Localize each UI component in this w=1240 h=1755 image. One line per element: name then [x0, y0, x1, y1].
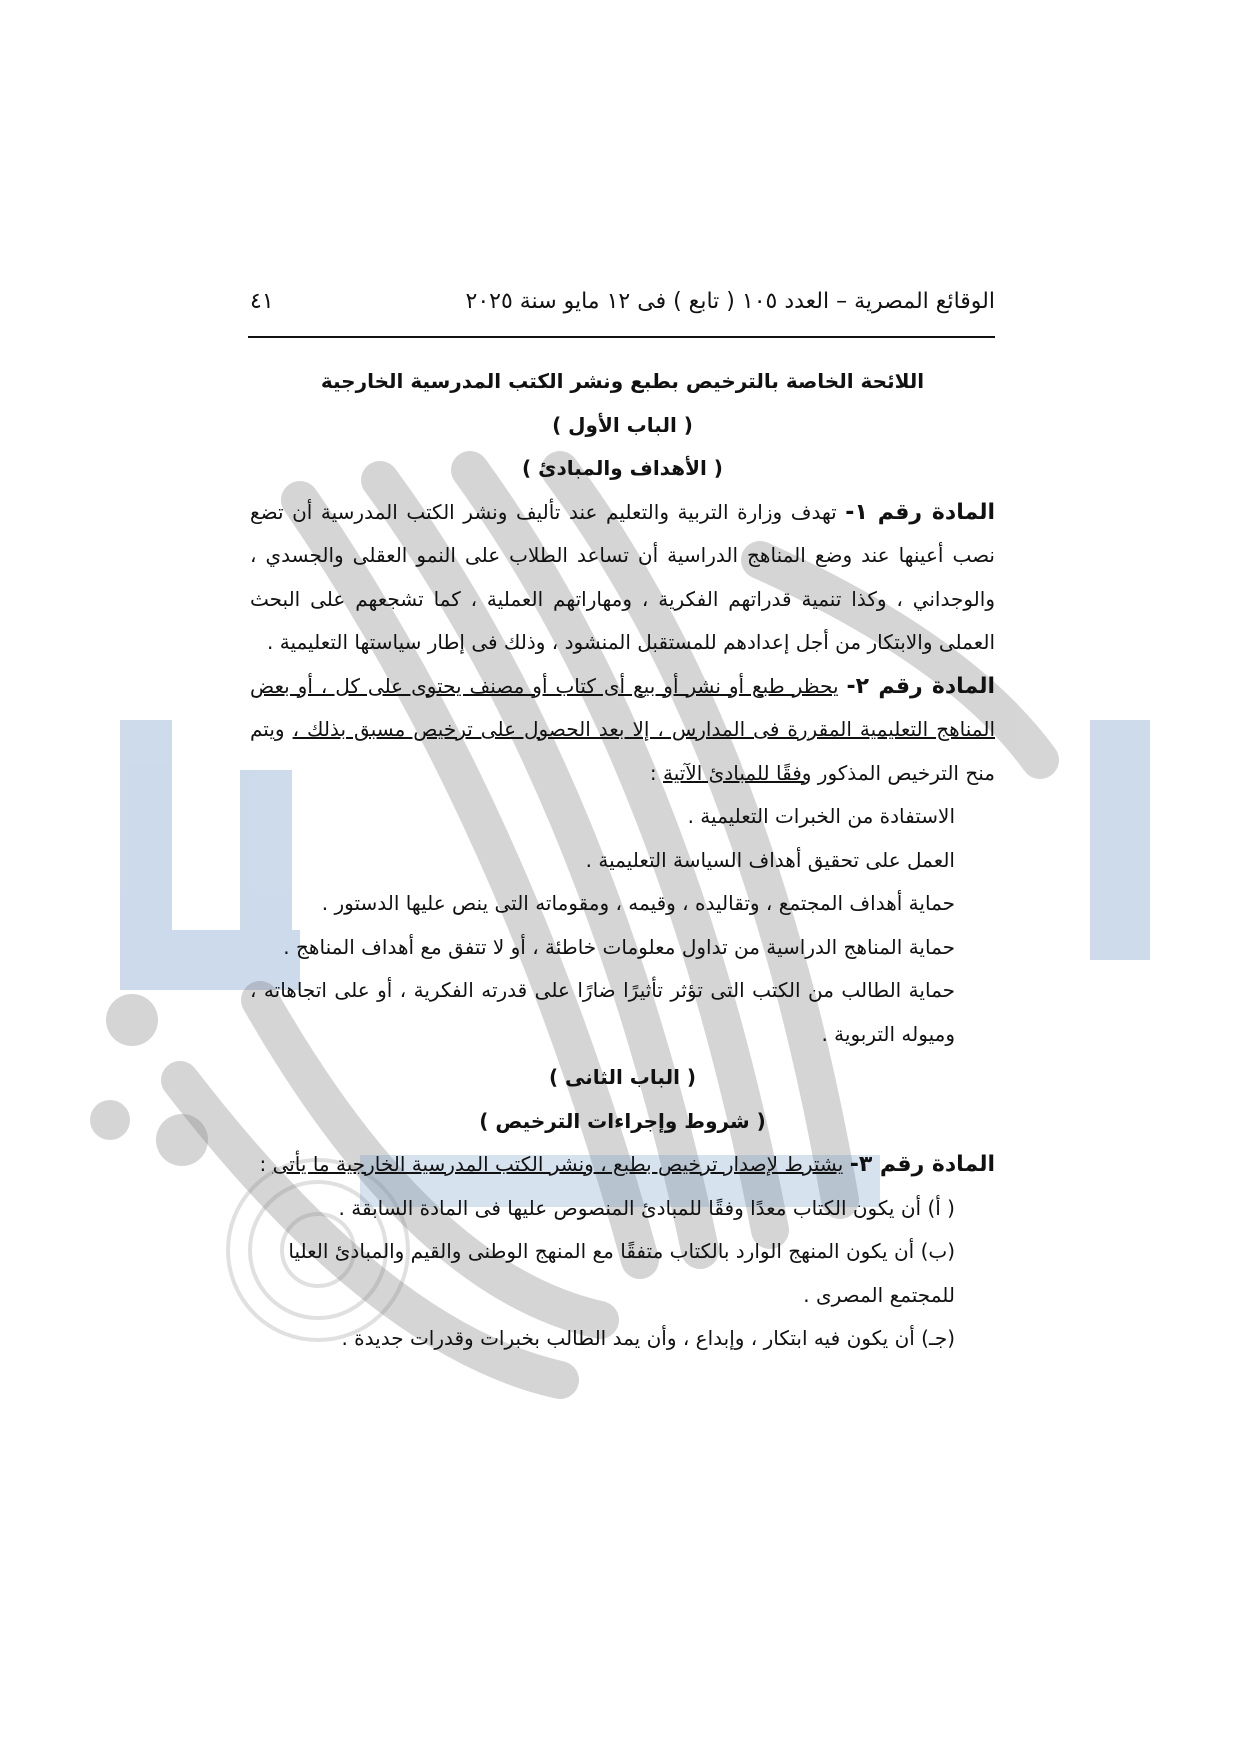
chapter2-subheading: ( شروط وإجراءات الترخيص )	[479, 1108, 766, 1133]
page-header	[250, 283, 995, 319]
document-title: اللائحة الخاصة بالترخيص بطبع ونشر الكتب المدرسية الخارجية	[320, 369, 925, 393]
condition-item	[250, 1230, 995, 1317]
article-3-colon: :	[259, 1152, 267, 1176]
condition-text: أن يكون فيه ابتكار ، وإبداع ، وأن يمد الطالب بخبرات وقدرات جديدة .	[341, 1326, 915, 1350]
condition-marker: (ب)	[920, 1239, 955, 1263]
chapter1-subheading: ( الأهداف والمبادئ )	[522, 456, 723, 480]
condition-text: أن يكون الكتاب معدًا وفقًا للمبادئ المنصوص عليها فى المادة السابقة .	[338, 1195, 922, 1220]
principle-item: الاستفادة من الخبرات التعليمية .	[687, 804, 955, 828]
watermark-dots	[90, 994, 208, 1166]
article-2-underlined-text-2: وفقًا للمبادئ الآتية	[663, 760, 812, 785]
condition-text: أن يكون المنهج الوارد بالكتاب متفقًا مع المنهج الوطنى والقيم والمبادئ العليا للمجتمع المصرى .	[288, 1239, 955, 1307]
principle-item: العمل على تحقيق أهداف السياسة التعليمية .	[585, 847, 955, 872]
article-2-underlined-text: يحظر طبع أو نشر أو بيع أى كتاب أو مصنف يحتوى على كل ، أو بعض المناهج التعليمية المقررة فى المدارس ، إلا بعد الحصول على ترخيص مسبق بذلك ،	[250, 673, 995, 741]
condition-marker: (جـ)	[921, 1326, 955, 1350]
principle-item: حماية المناهج الدراسية من تداول معلومات خاطئة ، أو لا تتفق مع أهداف المناهج .	[283, 934, 955, 959]
article-3	[250, 1143, 995, 1187]
principle-item: حماية أهداف المجتمع ، وتقاليده ، وقيمه ، ومقوماته التى ينص عليها الدستور .	[321, 891, 955, 915]
article-2-colon: :	[649, 760, 657, 785]
article-1	[250, 491, 995, 665]
condition-item	[250, 1187, 995, 1231]
article-3-underlined-text: يشترط لإصدار ترخيص بطبع ، ونشر الكتب المدرسية الخارجية ما يأتى	[272, 1152, 844, 1176]
condition-item	[250, 1317, 995, 1361]
principle-item: حماية الطالب من الكتب التى تؤثر تأثيرًا ضارًا على قدرته الفكرية ، أو على اتجاهاته ، وميوله التربوية .	[250, 978, 955, 1046]
article-2-label: المادة رقم ٢-	[846, 673, 995, 699]
article-1-text: تهدف وزارة التربية والتعليم عند تأليف ونشر الكتب المدرسية أن تضع نصب أعينها عند وضع المناهج الدراسية أن تساعد الطلاب على النمو العقلى والجسدي ، والوجداني ، وكذا تنمية قدراتهم الفكرية ، ومهاراتهم العملية ، كما تشجعهم على البحث العملى والابتكار من أجل إعدادهم للمستقبل المنشود ، وذلك فى إطار سياستها التعليمية .	[250, 499, 995, 654]
article-2	[250, 665, 995, 796]
chapter1-heading: ( الباب الأول )	[552, 412, 693, 437]
running-title: الوقائع المصرية – العدد ١٠٥ ( تابع ) فى ١٢ مايو سنة ٢٠٢٥	[465, 288, 995, 314]
chapter2-heading: ( الباب الثانى )	[548, 1065, 697, 1089]
header-divider	[248, 336, 995, 338]
document-body	[250, 360, 995, 1361]
condition-marker: ( أ)	[927, 1195, 955, 1220]
page-number: ٤١	[250, 288, 274, 314]
article-1-label: المادة رقم ١-	[845, 499, 996, 525]
article-2-plain-text: ويتم منح الترخيص المذكور	[250, 717, 995, 785]
article-3-label: المادة رقم ٣-	[849, 1152, 995, 1177]
